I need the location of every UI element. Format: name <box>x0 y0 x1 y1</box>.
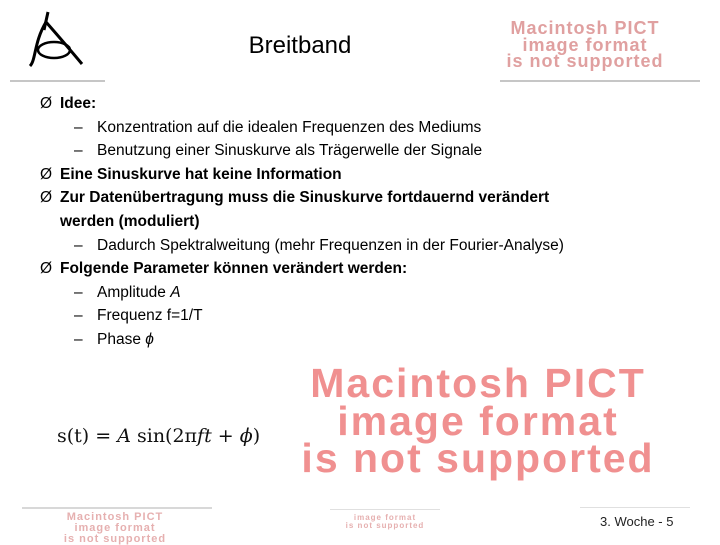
phase-symbol: ϕ <box>145 330 154 348</box>
formula-close: ) <box>252 425 261 447</box>
bullet-text: Folgende Parameter können verändert werden: <box>60 260 408 278</box>
slide-title: Breitband <box>248 32 352 59</box>
bullet-text: Benutzung einer Sinuskurve als Trägerwelle der Signale <box>97 142 483 160</box>
bullet-text: Frequenz f=1/T <box>97 307 203 325</box>
pict-line-2: image format <box>353 513 417 522</box>
arrow-bullet-icon: Ø <box>40 95 53 112</box>
pict-line-2: image format <box>522 34 648 55</box>
logo-icon <box>26 8 90 68</box>
arrow-bullet-icon: Ø <box>40 260 53 278</box>
footer-divider-left <box>22 507 212 509</box>
bullet-text: Phase <box>97 330 146 348</box>
footer-divider-right <box>580 507 690 508</box>
formula-time: t <box>204 425 212 447</box>
pict-line-3: is not supported <box>345 521 425 530</box>
bullet-text: werden (moduliert) <box>60 212 200 230</box>
bullet-item <box>40 163 700 187</box>
dash-bullet-icon: – <box>74 236 83 254</box>
sub-bullet-item <box>40 234 700 258</box>
pict-line-3: is not supported <box>301 435 655 482</box>
header-divider-right <box>500 80 700 82</box>
sub-bullet-item <box>40 328 700 352</box>
formula-frequency: f <box>197 425 205 447</box>
pict-placeholder-footer-center <box>330 514 440 530</box>
bullet-text: Zur Datenübertragung muss die Sinuskurve fortdauernd verändert <box>60 189 550 207</box>
formula-plus: + <box>211 425 240 447</box>
bullet-item <box>40 186 700 210</box>
header-divider <box>10 80 105 82</box>
arrow-bullet-icon: Ø <box>40 189 53 207</box>
dash-bullet-icon: – <box>74 283 83 301</box>
pict-placeholder-footer-left <box>20 512 210 545</box>
sub-bullet-item <box>40 304 700 328</box>
sub-bullet-item <box>40 281 700 305</box>
bullet-item <box>40 92 700 116</box>
footer-divider-center <box>330 509 440 510</box>
sub-bullet-item <box>40 139 700 163</box>
dash-bullet-icon: – <box>74 142 83 160</box>
pict-line-2: image format <box>337 397 619 444</box>
bullet-continuation <box>40 210 700 234</box>
pict-line-1: Macintosh PICT <box>310 360 646 406</box>
pict-placeholder-main <box>238 360 718 482</box>
bullet-item <box>40 257 700 281</box>
pict-line-3: is not supported <box>63 533 167 545</box>
pict-line-1: Macintosh PICT <box>66 511 164 523</box>
formula-lhs: s(t) = <box>57 425 118 447</box>
pict-line-2: image format <box>74 522 156 534</box>
bullet-text: Konzentration auf die idealen Frequenzen des Mediums <box>97 118 482 136</box>
pict-line-3: is not supported <box>506 51 664 72</box>
amplitude-symbol: A <box>170 283 181 301</box>
bullet-text: Idee: <box>60 95 97 112</box>
bullet-text: Eine Sinuskurve hat keine Information <box>60 165 342 183</box>
dash-bullet-icon: – <box>74 307 83 325</box>
formula <box>57 425 260 447</box>
bullet-text: Dadurch Spektralweitung (mehr Frequenzen in der Fourier-Analyse) <box>97 236 564 254</box>
formula-amplitude: A <box>117 425 131 447</box>
pict-line-1: Macintosh PICT <box>510 18 660 38</box>
dash-bullet-icon: – <box>74 330 83 348</box>
arrow-bullet-icon: Ø <box>40 165 53 183</box>
bullet-text: Amplitude <box>97 283 171 301</box>
sub-bullet-item <box>40 116 700 140</box>
dash-bullet-icon: – <box>74 118 83 136</box>
formula-phase: ϕ <box>239 425 253 447</box>
formula-sin: sin(2π <box>130 425 198 447</box>
pict-placeholder-top <box>470 20 700 70</box>
bullet-list <box>40 92 700 352</box>
page-number: 3. Woche - 5 <box>600 514 674 529</box>
